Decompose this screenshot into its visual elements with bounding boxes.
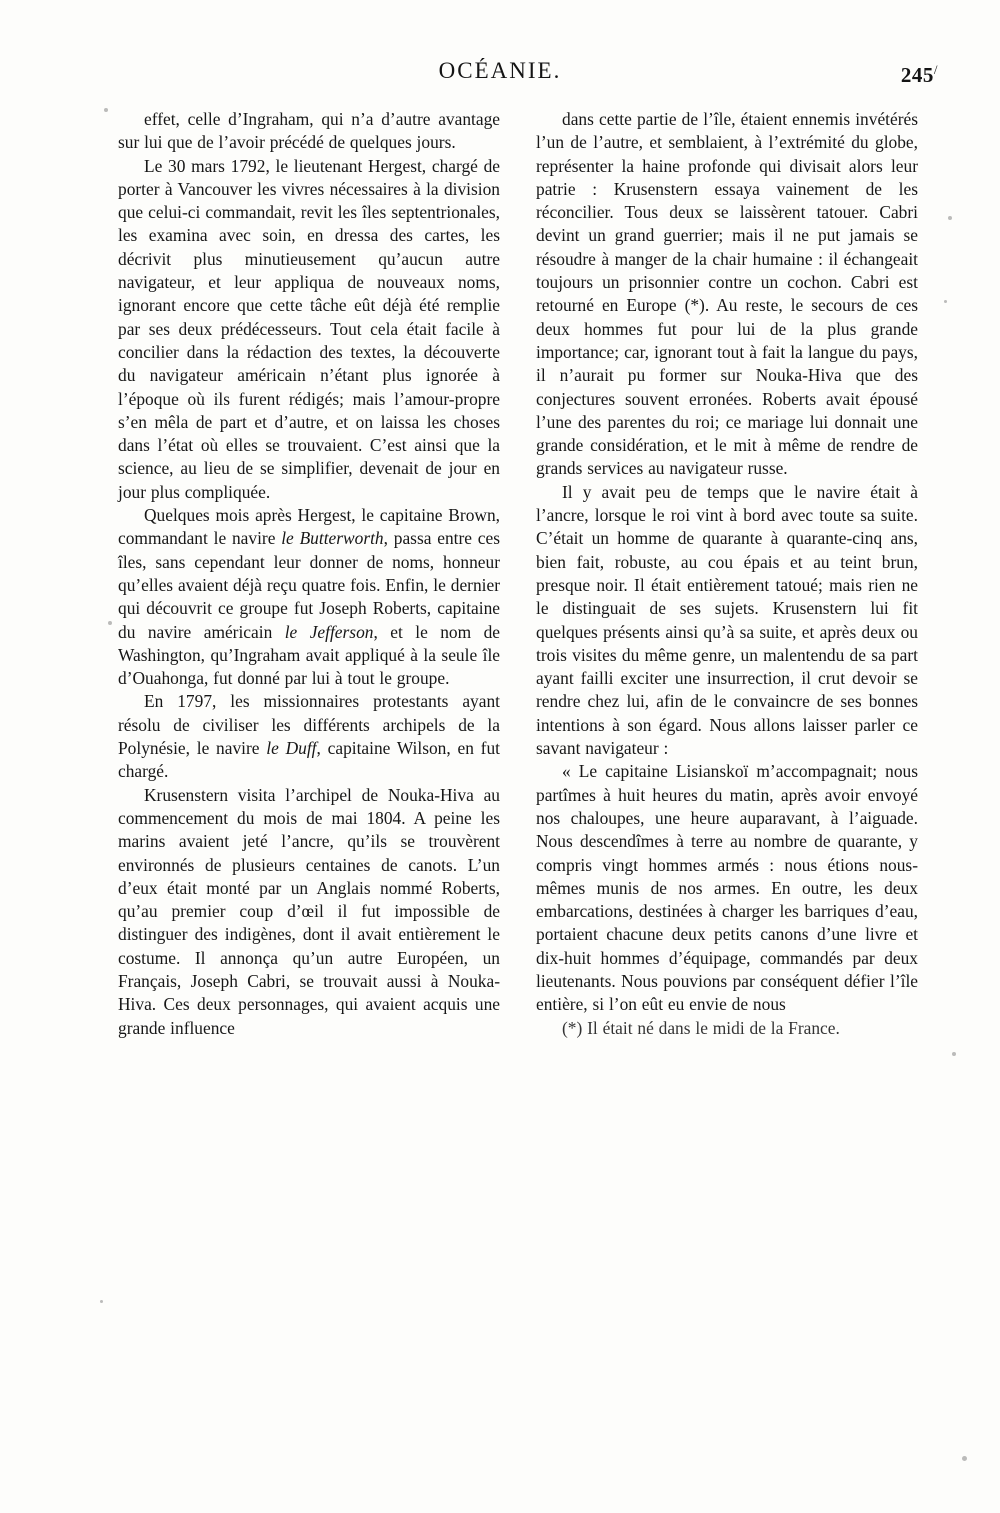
paragraph: dans cette partie de l’île, étaient ennemis invétérés l’un de l’autre, et semblaient, à l’extrémité du globe, représenter la haine profonde qui divisait alors leur patrie : Krusenstern essaya vainement de les réconcilier. Tous deux se laissèrent tatouer. Cabri devint un grand guerrier; mais il ne put jamais se résoudre à manger de la chair humaine : il échangeait toujours un prisonnier contre un cochon. Cabri est retourné en Europe (*). Au reste, le secours de ces deux hommes fut pour lui de la plus grande importance; car, ignorant tout à fait la langue du pays, il n’aurait pu former sur Nouka-Hiva que des conjectures souvent erronées. Roberts avait épousé l’une des parentes du roi; ce mariage lui donnait une grande considération, et le mit à même de rendre de grands services au navigateur russe. (536, 109, 918, 479)
paragraph: Il y avait peu de temps que le navire était à l’ancre, lorsque le roi vint à bord avec toute sa suite. C’était un homme de quarante à quarante-cinq ans, bien fait, robuste, au cou épais et au teint brun, presque noir. Il était entièrement tatoué; mais rien ne le distinguait de ses sujets. Krusenstern lui fit quelques présents ainsi qu’à sa suite, et après deux ou trois visites du même genre, un malentendu de sa part ayant failli exciter une insurrection, il crut devoir se rendre chez lui, afin de le convaincre de ses bonnes intentions à son égard. Nous allons laisser parler ce savant navigateur : (536, 481, 918, 759)
paragraph: Quelques mois après Hergest, le capitaine Brown, commandant le navire le Butterworth, passa entre ces îles, sans cependant leur donner de noms, honneur qu’elles avaient déjà reçu quatre fois. Enfin, le dernier qui découvrit ce groupe fut Joseph Roberts, capitaine du navire américain le Jefferson, et le nom de Washington, qu’Ingraham avait appliqué à la seule île d’Ouahonga, fut donné par lui à tout le groupe. (118, 505, 501, 689)
scan-speck (108, 621, 112, 625)
left-column (118, 108, 500, 1040)
paragraph: En 1797, les missionnaires protestants ayant résolu de civiliser les différents archipels de la Polynésie, le navire le Duff, capitaine Wilson, en fut chargé. (118, 691, 500, 782)
scan-speck (952, 1052, 956, 1056)
scan-speck (100, 1300, 103, 1303)
page-number-value: 245 (900, 63, 934, 87)
paragraph: Le 30 mars 1792, le lieutenant Hergest, chargé de porter à Vancouver les vivres nécessaires à la division que celui-ci commandait, revit les îles septentrionales, les examina avec soin, en dressa des cartes, les décrivit plus minutieusement qu’aucun autre navigateur, et leur appliqua de nouveaux noms, ignorant encore que cette tâche eût déjà été remplie par ses deux prédécesseurs. Tout cela était facile à concilier dans la rédaction des textes, la découverte du navigateur américain n’étant plus ignorée à l’époque où ils furent rédigés; mais l’amour-propre s’en mêla de part et d’autre, et on laissa les choses dans l’état où elles se trouvaient. C’est ainsi que la science, au lieu de se simplifier, devenait de jour en jour plus compliquée. (118, 155, 500, 502)
paragraph: Krusenstern visita l’archipel de Nouka-Hiva au commencement du mois de mai 1804. A peine les marins avaient jeté l’ancre, qu’ils se trouvèrent environnés de plusieurs centaines de canots. L’un d’eux était monté par un Anglais nommé Roberts, qu’au premier coup d’œil il fut impossible de distinguer des indigènes, dont il avait entièrement le costume. Il annonça qu’un autre Européen, un Français, Joseph Cabri, se trouvait aussi à Nouka-Hiva. Ces deux personnages, qui avaient acquis une grande influence (118, 784, 500, 1038)
scan-speck (948, 216, 952, 220)
right-column (536, 108, 918, 1040)
page-number (901, 62, 938, 88)
scan-speck (104, 108, 108, 112)
footnote: (*) Il était né dans le midi de la France. (562, 1017, 840, 1038)
paragraph: « Le capitaine Lisianskoï m’accompagnait; nous partîmes à huit heures du matin, après avoir envoyé nos chaloupes, une heure auparavant, à l’aiguade. Nous descendîmes à terre au nombre de quarante, y compris vingt hommes armés : nous étions nous-mêmes munis de nos armes. En outre, les deux embarcations, destinées à charger les barriques d’eau, portaient chacune deux petits canons d’une livre et dix-huit hommes d’équipage, commandés par deux lieutenants. Nous pouvions par conséquent défier l’île entière, si l’on eût eu envie de nous (536, 761, 918, 1015)
paragraph: effet, celle d’Ingraham, qui n’a d’autre avantage sur lui que de l’avoir précédé de quelques jours. (118, 109, 500, 153)
two-column-body (118, 108, 918, 1040)
page-title: OCÉANIE. (438, 58, 562, 83)
page-number-mark: / (933, 62, 938, 77)
scan-speck (944, 300, 947, 303)
scan-speck (962, 1456, 967, 1461)
page-header (0, 58, 1000, 88)
